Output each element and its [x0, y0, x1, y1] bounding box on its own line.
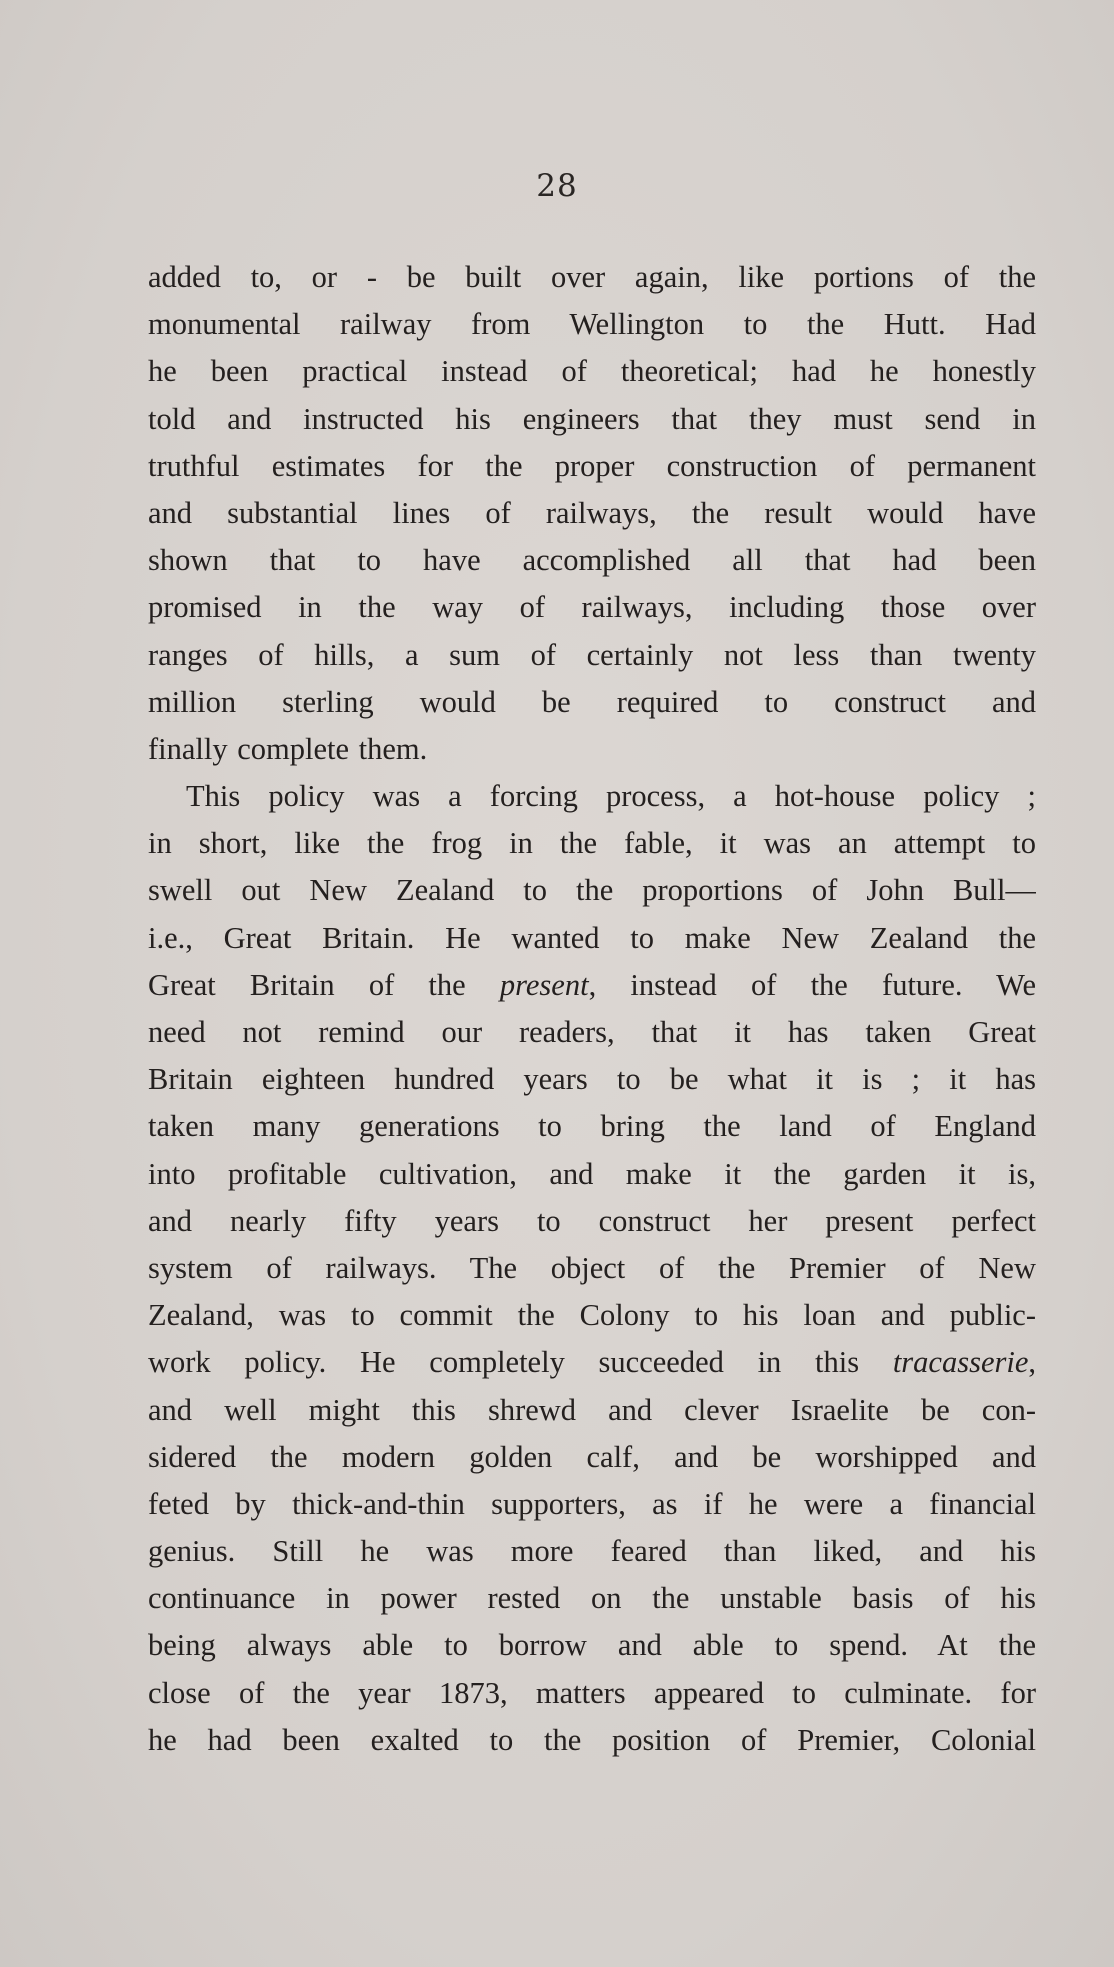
body-text — [148, 254, 1036, 1764]
page-number: 28 — [536, 168, 578, 204]
text-line: swell out New Zealand to the proportions of John Bull— — [148, 873, 1036, 908]
italic-word: present — [499, 967, 589, 1002]
text-line: and well might this shrewd and clever Israelite be con- — [148, 1392, 1036, 1427]
text-line: truthful estimates for the proper construction of permanent — [148, 448, 1036, 483]
text-line: continuance in power rested on the unstable basis of his — [148, 1581, 1036, 1616]
text-line: monumental railway from Wellington to the Hutt. Had — [148, 307, 1036, 342]
text-line: Great Britain of the present, instead of the future. We — [148, 967, 1036, 1002]
text-line: in short, like the frog in the fable, it was an attempt to — [148, 826, 1036, 861]
text-line: feted by thick-and-thin supporters, as if he were a financial — [148, 1486, 1036, 1521]
italic-word: tracasserie — [892, 1345, 1029, 1380]
text-line: finally complete them. — [148, 731, 428, 766]
text-line: Zealand, was to commit the Colony to his loan and public- — [148, 1298, 1036, 1333]
text-line: and substantial lines of railways, the result would have — [148, 495, 1036, 530]
text-line: Britain eighteen hundred years to be what it is ; it has — [148, 1062, 1036, 1097]
text-line: work policy. He completely succeeded in this tracasserie, — [148, 1345, 1036, 1380]
text-line: close of the year 1873, matters appeared to culminate. for — [148, 1675, 1036, 1710]
text-line: promised in the way of railways, including those over — [148, 590, 1036, 625]
text-line: added to, or - be built over again, like portions of the — [148, 260, 1036, 294]
text-line: sidered the modern golden calf, and be worshipped and — [148, 1439, 1036, 1474]
text-line: taken many generations to bring the land of England — [148, 1109, 1036, 1144]
text-line: he been practical instead of theoretical; had he honestly — [148, 354, 1036, 389]
text-line: he had been exalted to the position of Premier, Colonial — [148, 1722, 1036, 1757]
text-line: shown that to have accomplished all that had been — [148, 543, 1036, 578]
text-line: into profitable cultivation, and make it the garden it is, — [148, 1156, 1036, 1191]
text-line: and nearly fifty years to construct her present perfect — [148, 1203, 1036, 1238]
text-line: being always able to borrow and able to spend. At the — [148, 1628, 1036, 1663]
text-line: This policy was a forcing process, a hot-house policy ; — [186, 779, 1036, 814]
text-line: i.e., Great Britain. He wanted to make New Zealand the — [148, 920, 1036, 955]
text-line: need not remind our readers, that it has taken Great — [148, 1015, 1036, 1049]
text-line: million sterling would be required to construct and — [148, 684, 1036, 719]
text-line: told and instructed his engineers that they must send in — [148, 401, 1036, 436]
text-line: system of railways. The object of the Premier of New — [148, 1250, 1036, 1285]
text-line: genius. Still he was more feared than liked, and his — [148, 1534, 1036, 1569]
text-line: ranges of hills, a sum of certainly not less than twenty — [148, 637, 1036, 672]
